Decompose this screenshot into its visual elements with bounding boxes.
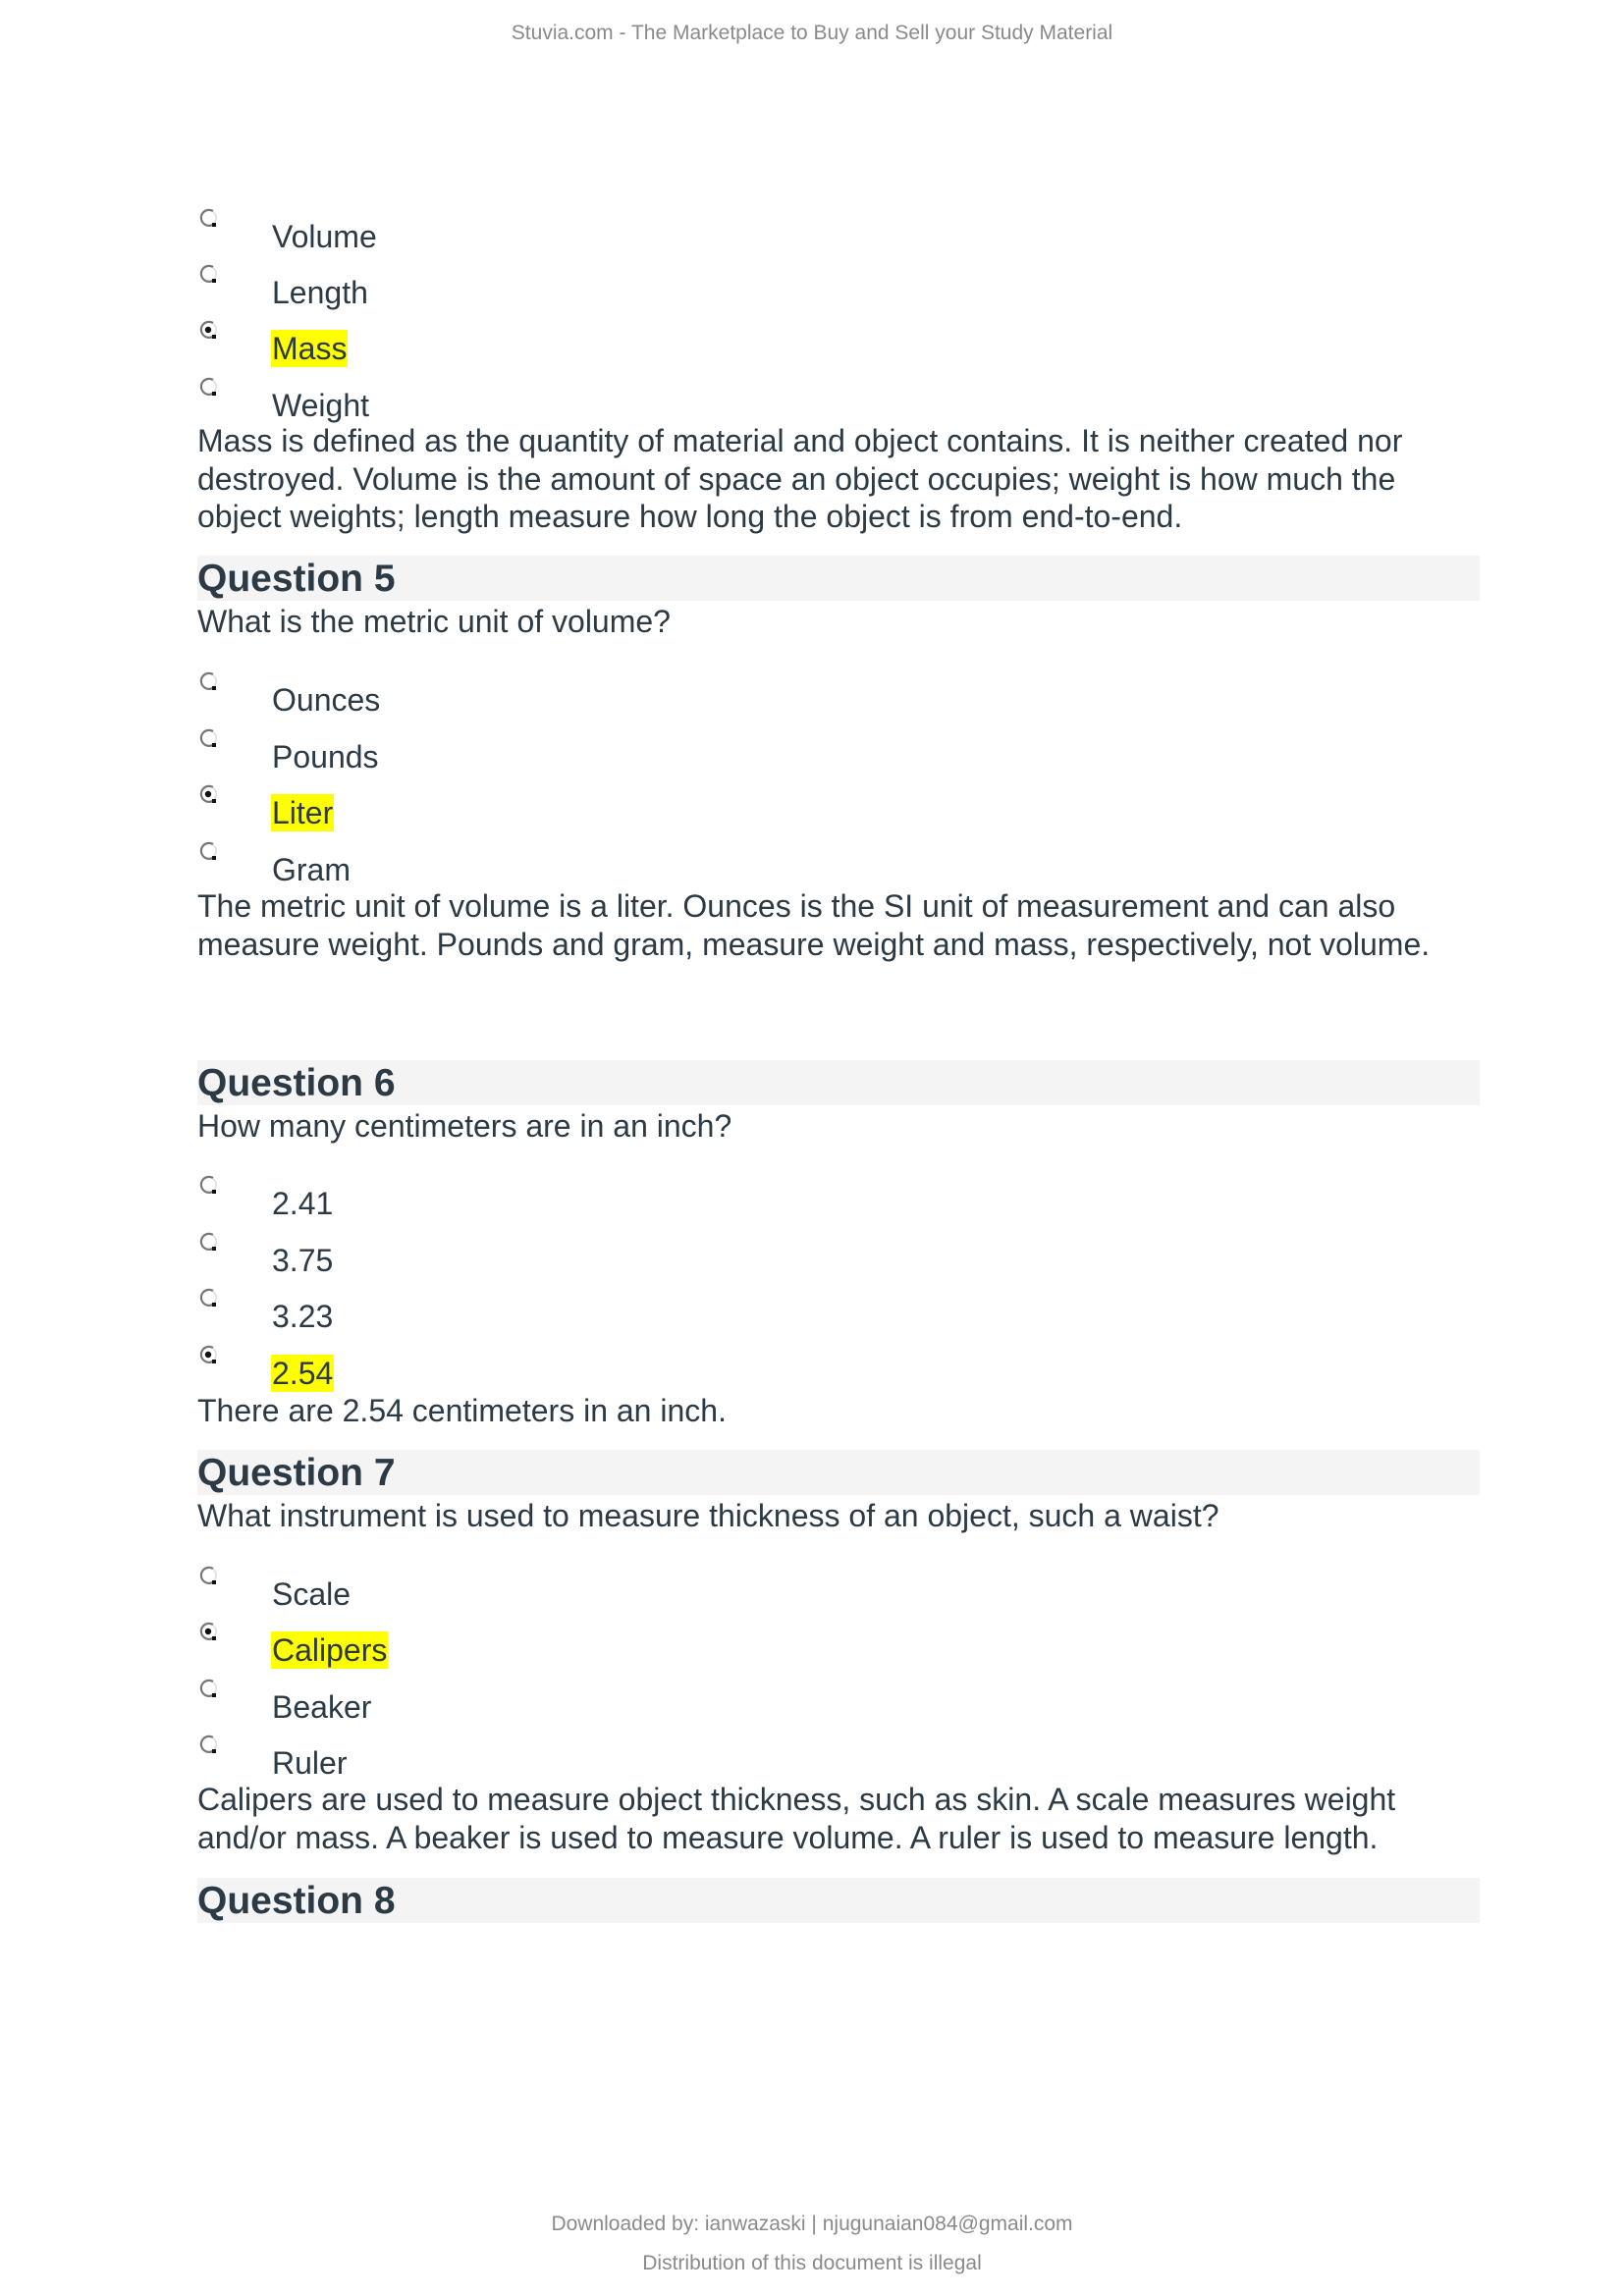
distribution-notice: Distribution of this document is illegal — [642, 2252, 982, 2274]
radio-unselected-icon[interactable] — [199, 377, 219, 397]
radio-unselected-icon[interactable] — [199, 671, 219, 691]
radio-selected-icon[interactable] — [199, 784, 219, 804]
option-label-highlighted: 2.54 — [272, 1356, 334, 1391]
question-6-header — [197, 1060, 1480, 1105]
download-info: Downloaded by: ianwazaski | njugunaian084@gmail.com — [551, 2213, 1073, 2235]
option-label-highlighted: Calipers — [272, 1632, 388, 1668]
option-label: 2.41 — [272, 1186, 334, 1221]
q4-explanation: Mass is defined as the quantity of material and object contains. It is neither created nor destroyed. Volume is the amount of space an object occupies; weight is how much the object weights; length measure how long the object is from end-to-end. — [197, 423, 1403, 534]
question-title: Question 5 — [197, 558, 396, 600]
option-label: Beaker — [272, 1689, 372, 1725]
q4-option-weight[interactable] — [197, 377, 786, 423]
radio-unselected-icon[interactable] — [199, 1679, 219, 1698]
question-5-text: What is the metric unit of volume? — [197, 604, 671, 639]
option-label: 3.75 — [272, 1243, 334, 1278]
option-label: Volume — [272, 219, 377, 254]
radio-unselected-icon[interactable] — [199, 728, 219, 748]
question-title: Question 7 — [197, 1452, 396, 1494]
q4-option-mass[interactable] — [197, 320, 786, 366]
radio-unselected-icon[interactable] — [199, 1232, 219, 1252]
radio-unselected-icon[interactable] — [199, 1288, 219, 1308]
option-label: 3.23 — [272, 1299, 334, 1334]
q4-option-volume[interactable] — [197, 208, 786, 254]
option-label: Gram — [272, 852, 351, 887]
q5-option-ounces[interactable] — [197, 671, 786, 718]
q7-option-scale[interactable] — [197, 1566, 786, 1612]
option-label: Ounces — [272, 682, 381, 718]
option-label: Weight — [272, 388, 370, 423]
q7-option-beaker[interactable] — [197, 1679, 786, 1725]
q6-explanation: There are 2.54 centimeters in an inch. — [197, 1393, 727, 1428]
question-7-text: What instrument is used to measure thickness of an object, such a waist? — [197, 1498, 1219, 1533]
question-8-header — [197, 1878, 1480, 1923]
question-title: Question 8 — [197, 1880, 396, 1922]
radio-unselected-icon[interactable] — [199, 1566, 219, 1585]
option-label: Length — [272, 275, 368, 310]
question-6-text: How many centimeters are in an inch? — [197, 1108, 732, 1144]
radio-selected-icon[interactable] — [199, 1345, 219, 1364]
radio-unselected-icon[interactable] — [199, 1735, 219, 1754]
question-5-header — [197, 556, 1480, 601]
question-7-header — [197, 1450, 1480, 1495]
radio-unselected-icon[interactable] — [199, 1175, 219, 1195]
question-title: Question 6 — [197, 1062, 396, 1104]
q6-option-3-23[interactable] — [197, 1288, 786, 1334]
q6-option-2-54[interactable] — [197, 1345, 786, 1391]
q4-option-length[interactable] — [197, 264, 786, 310]
page-header-watermark: Stuvia.com - The Marketplace to Buy and Sell your Study Material — [511, 22, 1113, 44]
option-label-highlighted: Mass — [272, 331, 348, 366]
option-label: Pounds — [272, 739, 379, 774]
radio-unselected-icon[interactable] — [199, 841, 219, 861]
q7-explanation: Calipers are used to measure object thickness, such as skin. A scale measures weight and/or mass. A beaker is used to measure volume. A ruler is used to measure length. — [197, 1782, 1396, 1855]
radio-unselected-icon[interactable] — [199, 208, 219, 228]
q5-explanation: The metric unit of volume is a liter. Ounces is the SI unit of measurement and can also measure weight. Pounds and gram, measure weight and mass, respectively, not volume. — [197, 888, 1431, 962]
option-label: Scale — [272, 1576, 352, 1612]
q7-option-calipers[interactable] — [197, 1622, 786, 1668]
radio-selected-icon[interactable] — [199, 320, 219, 340]
option-label-highlighted: Liter — [272, 795, 334, 830]
radio-unselected-icon[interactable] — [199, 264, 219, 284]
q6-option-2-41[interactable] — [197, 1175, 786, 1221]
q5-option-pounds[interactable] — [197, 728, 786, 774]
q5-option-liter[interactable] — [197, 784, 786, 830]
q5-option-gram[interactable] — [197, 841, 786, 887]
q6-option-3-75[interactable] — [197, 1232, 786, 1278]
radio-selected-icon[interactable] — [199, 1622, 219, 1641]
option-label: Ruler — [272, 1745, 348, 1781]
q7-option-ruler[interactable] — [197, 1735, 786, 1781]
